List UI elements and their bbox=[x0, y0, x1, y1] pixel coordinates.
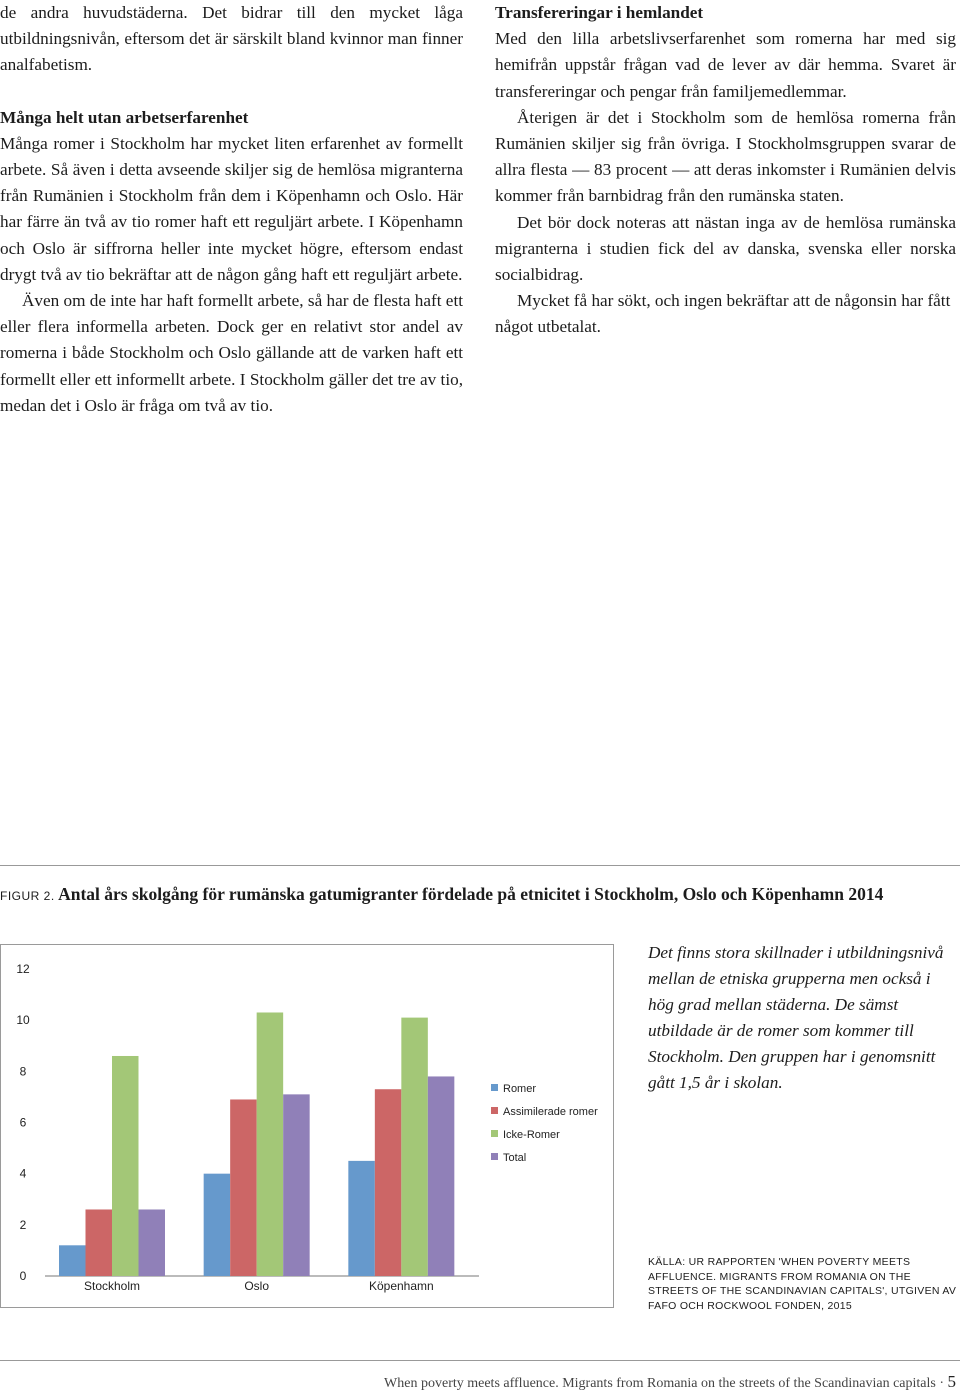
caption-text: Det finns stora skillnader i utbildningsnivå mellan de etniska grupperna men också i hög grad mellan städerna. De sämst utbildade är de romer som kommer till Stockholm. Den gruppen har i genomsnitt gått 1,5 år i skolan. bbox=[648, 943, 944, 1092]
figure-label: FIGUR 2. bbox=[0, 889, 55, 903]
legend-swatch bbox=[491, 1084, 498, 1091]
legend-label: Icke-Romer bbox=[503, 1129, 560, 1141]
chart-frame bbox=[0, 944, 614, 1308]
section-heading-work-experience: Många helt utan arbetserfarenhet bbox=[0, 107, 249, 127]
y-tick-label: 8 bbox=[19, 1064, 27, 1079]
paragraph-transfers-4: Mycket få har sökt, och ingen bekräftar att de någonsin har fått något utbetalat. bbox=[495, 291, 951, 337]
bar-icke-romer-stockholm bbox=[112, 1056, 139, 1276]
bar-icke-romer-köpenhamn bbox=[401, 1018, 428, 1276]
section-heading-transfers: Transfereringar i hemlandet bbox=[495, 3, 704, 22]
paragraph-intro: de andra huvudstäderna. Det bidrar till den mycket låga utbildningsnivån, eftersom det är särskilt bland kvinnor man finner analfabetism. bbox=[0, 3, 463, 75]
legend-swatch bbox=[491, 1107, 498, 1114]
x-category-label: Oslo bbox=[244, 1279, 270, 1293]
legend-swatch bbox=[491, 1130, 498, 1137]
page-number: 5 bbox=[947, 1372, 956, 1391]
bar-chart bbox=[1, 945, 613, 1307]
legend-label: Total bbox=[503, 1152, 527, 1164]
y-tick-label: 4 bbox=[19, 1166, 27, 1181]
bar-icke-romer-oslo bbox=[257, 1012, 284, 1276]
paragraph-work-2: Även om de inte har haft formellt arbete, så har de flesta haft ett eller flera informella arbeten. Dock ger en relativt stor andel av romerna i både Stockholm och Oslo gällande att de varken haft ett formellt eller ett informellt arbete. I Stockholm gäller det tre av tio, medan det i Oslo är fråga om två av tio. bbox=[0, 291, 463, 415]
bar-romer-oslo bbox=[204, 1174, 231, 1276]
bar-assimilerade-romer-köpenhamn bbox=[375, 1089, 402, 1276]
figure-caption bbox=[648, 940, 960, 1096]
y-tick-label: 12 bbox=[16, 962, 30, 976]
y-tick-label: 0 bbox=[19, 1269, 27, 1283]
y-tick-label: 10 bbox=[16, 1013, 30, 1028]
legend-label: Assimilerade romer bbox=[503, 1106, 598, 1118]
y-tick-label: 6 bbox=[19, 1115, 27, 1130]
x-category-label: Stockholm bbox=[83, 1279, 141, 1293]
paragraph-work-1: Många romer i Stockholm har mycket liten erfarenhet av formellt arbete. Så även i detta avseende skiljer sig de hemlösa migranterna från Rumänien i Stockholm från dem i Köpenhamn och Oslo. Här har färre än två av tio romer haft ett reguljärt arbete. I Köpenhamn och Oslo är siffrorna heller inte mycket högre, eftersom endast drygt två av tio bekräftar att de någon gång haft ett reguljärt arbete. bbox=[0, 133, 463, 284]
legend-swatch bbox=[491, 1153, 498, 1160]
footer-divider bbox=[0, 1360, 960, 1361]
x-category-label: Köpenhamn bbox=[368, 1279, 434, 1293]
source-note: KÄLLA: UR RAPPORTEN 'WHEN POVERTY MEETS AFFLUENCE. MIGRANTS FROM ROMANIA ON THE STREETS OF THE SCANDINAVIAN CAPITALS', UTGIVEN AV FAFO OCH ROCKWOOL FONDEN, 2015 bbox=[648, 1256, 957, 1312]
bar-total-köpenhamn bbox=[428, 1076, 455, 1276]
footer-text: When poverty meets affluence. Migrants from Romania on the streets of the Scandinavian capitals · bbox=[384, 1376, 944, 1391]
bar-assimilerade-romer-oslo bbox=[230, 1099, 257, 1276]
paragraph-transfers-1: Med den lilla arbetslivserfarenhet som romerna har med sig hemifrån uppstår frågan vad de lever av där hemma. Svaret är transfereringar och pengar från familjemedlemmar. bbox=[495, 29, 956, 101]
paragraph-transfers-3: Det bör dock noteras att nästan inga av de hemlösa rumänska migranterna i studien fick del av danska, svenska eller norska socialbidrag. bbox=[495, 212, 956, 285]
left-text-column bbox=[0, 0, 463, 419]
figure-top-divider bbox=[0, 865, 960, 866]
legend-label: Romer bbox=[503, 1083, 537, 1095]
figure-title-line bbox=[0, 884, 960, 905]
bar-assimilerade-romer-stockholm bbox=[86, 1209, 113, 1276]
bar-total-stockholm bbox=[139, 1209, 166, 1276]
figure-title: Antal års skolgång för rumänska gatumigranter fördelade på etnicitet i Stockholm, Oslo och Köpenhamn 2014 bbox=[58, 884, 884, 904]
page-footer bbox=[384, 1372, 956, 1392]
bar-total-oslo bbox=[283, 1094, 310, 1276]
bar-romer-köpenhamn bbox=[348, 1161, 375, 1276]
right-text-column bbox=[495, 0, 956, 341]
bar-romer-stockholm bbox=[59, 1245, 86, 1276]
paragraph-transfers-2: Återigen är det i Stockholm som de hemlösa romerna från Rumänien skiljer sig från övriga. I Stockholmsgruppen svarar de allra flesta — 83 procent — att deras inkomster i Rumänien delvis kommer från barnbidrag från den rumänska staten. bbox=[495, 107, 956, 206]
y-tick-label: 2 bbox=[19, 1217, 27, 1232]
